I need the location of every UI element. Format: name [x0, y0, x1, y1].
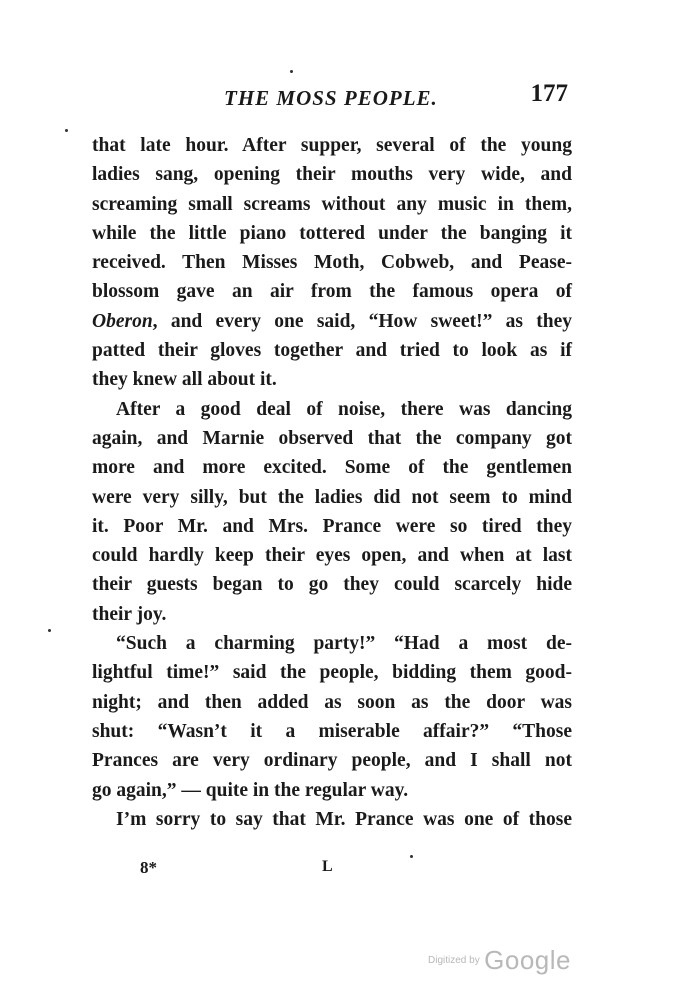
scan-speck [65, 129, 68, 132]
text-line: again, and Marnie observed that the company got [92, 427, 572, 449]
footer-mark: L [322, 858, 333, 875]
page-body [92, 131, 572, 834]
text-line: Prances are very ordinary people, and I shall not [92, 750, 572, 772]
text-line: lightful time!” said the people, bidding them good- [92, 662, 572, 684]
running-header [92, 80, 570, 114]
text-line: After a good deal of noise, there was dancing [116, 398, 572, 420]
watermark-prefix: Digitized by [428, 955, 480, 966]
text-line: while the little piano tottered under the banging it [92, 222, 572, 244]
text-line: they knew all about it. [92, 369, 277, 391]
text-line: night; and then added as soon as the door was [92, 691, 572, 713]
text-line: it. Poor Mr. and Mrs. Prance were so tired they [92, 515, 572, 537]
text-line: were very silly, but the ladies did not seem to mind [92, 486, 572, 508]
text-line: “Such a charming party!” “Had a most de- [116, 633, 572, 655]
text-line: that late hour. After supper, several of the young [92, 135, 572, 156]
text-line: I’m sorry to say that Mr. Prance was one of those [116, 808, 572, 830]
text-line: ladies sang, opening their mouths very wide, and [92, 164, 572, 186]
scan-speck [48, 629, 51, 632]
text-line: go again,” — quite in the regular way. [92, 779, 409, 801]
digitized-watermark [428, 945, 571, 976]
text-line: patted their gloves together and tried to look as if [92, 340, 572, 362]
text-line: their guests began to go they could scarcely hide [92, 574, 572, 596]
text-line-rest: , and every one said, “How sweet!” as they [152, 310, 572, 332]
running-title: THE MOSS PEOPLE. [224, 86, 438, 110]
italic-title-oberon: Oberon [92, 310, 153, 332]
text-line [92, 307, 572, 336]
text-line: shut: “Wasn’t it a miserable affair?” “Those [92, 720, 572, 742]
text-line: received. Then Misses Moth, Cobweb, and Pease- [92, 252, 572, 274]
text-line: their joy. [92, 603, 167, 625]
text-line: could hardly keep their eyes open, and when at last [92, 545, 572, 567]
text-line: more and more excited. Some of the gentlemen [92, 457, 572, 479]
text-line: blossom gave an air from the famous opera of [92, 281, 572, 303]
text-line: screaming small screams without any music in them, [92, 193, 572, 215]
page-number: 177 [530, 80, 568, 107]
scan-speck [410, 855, 413, 858]
scan-speck [290, 70, 293, 73]
google-logo: Google [484, 945, 571, 975]
signature-mark: 8* [140, 858, 157, 877]
